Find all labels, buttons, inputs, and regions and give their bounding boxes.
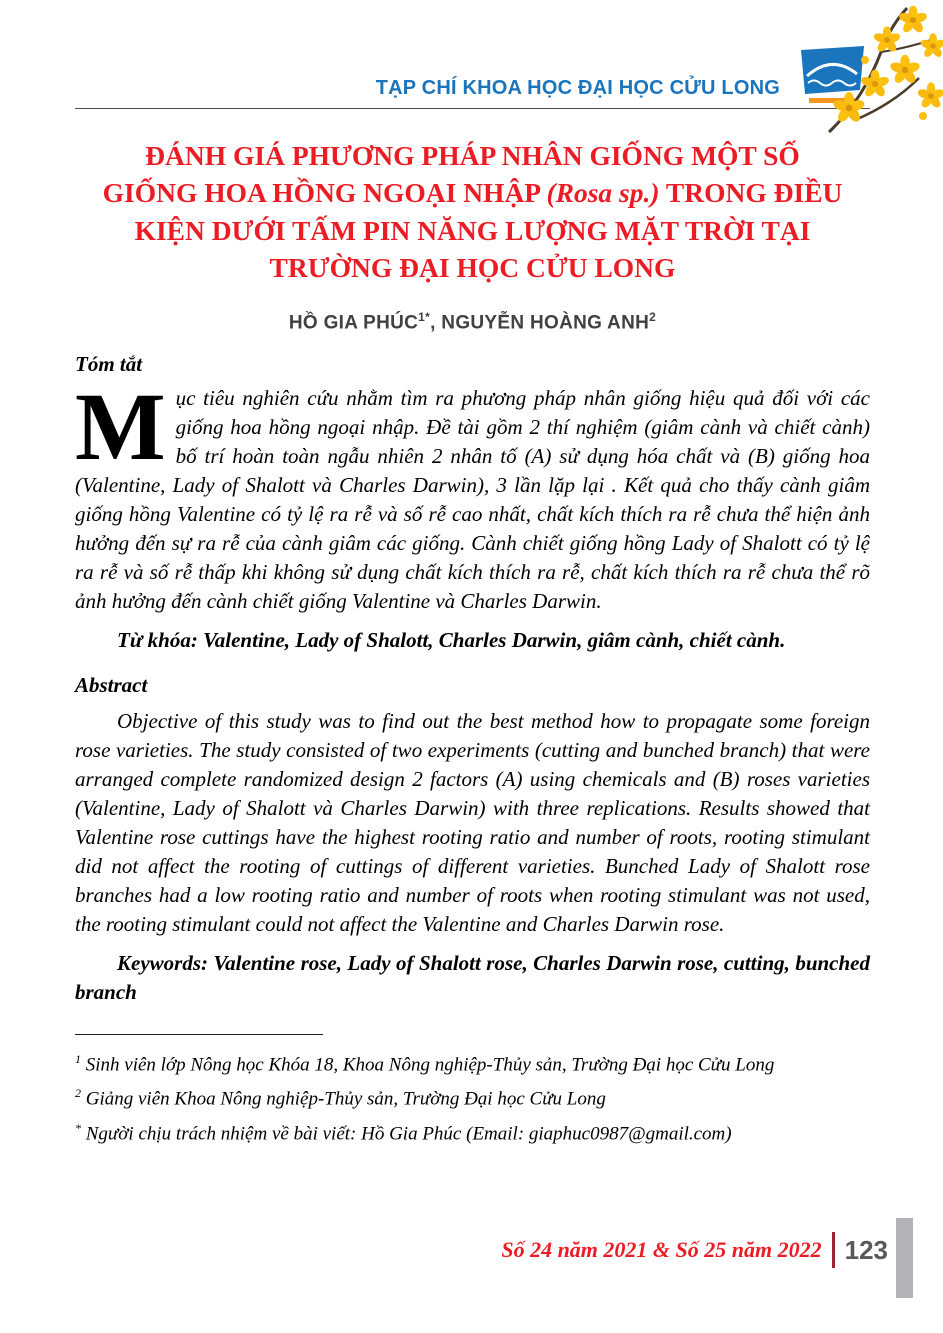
abstract-vi-text: ục tiêu nghiên cứu nhằm tìm ra phương pháp nhân giống hiệu quả đối với các giống hoa hồng ngoại nhập. Đề tài gồm 2 thí nghiệm (giâm cành và chiết cành) bố trí hoàn toàn ngẫu nhiên 2 nhân tố (A) sử dụng hóa chất và (B) giống hoa (Valentine, Lady of Shalott và Charles Darwin), 3 lần lặp lại . Kết quả cho thấy cành giâm giống hồng Valentine có tỷ lệ ra rễ và số rễ cao nhất, chất kích thích ra rễ chưa thể hiện ảnh hưởng đến sự ra rễ của cành giâm các giống. Cành chiết giống hồng Lady of Shalott có tỷ lệ ra rễ và số rễ thấp khi không sử dụng chất kích thích ra rễ, chất kích thích ra rễ chưa thể rõ ảnh hưởng đến cành chiết giống Valentine và Charles Darwin.	[75, 385, 870, 613]
footnote-corresponding-author	[75, 1114, 870, 1148]
footnote-text-1: Sinh viên lớp Nông học Khóa 18, Khoa Nông nghiệp-Thủy sản, Trường Đại học Cửu Long	[81, 1054, 775, 1076]
footnote-author-2	[75, 1079, 870, 1113]
keywords-en-text: Valentine rose, Lady of Shalott rose, Charles Darwin rose, cutting, bunched branch	[75, 950, 870, 1004]
footnote-marker-1: 1	[75, 1051, 81, 1066]
author-1-superscript: 1*	[418, 309, 431, 324]
footnote-marker-2: 2	[75, 1086, 81, 1101]
author-2-superscript: 2	[649, 309, 657, 324]
abstract-vi-heading: Tóm tắt	[75, 351, 143, 376]
keywords-vi	[75, 626, 870, 655]
article-title	[75, 137, 870, 287]
journal-header	[75, 46, 870, 106]
header-divider	[75, 108, 870, 109]
page-number: 123	[844, 1234, 888, 1265]
author-1: HỒ GIA PHÚC	[288, 311, 419, 333]
abstract-vi-paragraph	[75, 372, 870, 616]
title-part-1: ĐÁNH GIÁ PHƯƠNG PHÁP NHÂN GIỐNG MỘT SỐ GIỐNG HOA HỒNG NGOẠI NHẬP	[102, 140, 800, 209]
authors-line	[75, 310, 870, 334]
keywords-en	[75, 949, 870, 1007]
drop-cap: M	[75, 372, 166, 480]
author-2: NGUYỄN HOÀNG ANH	[441, 311, 650, 333]
journal-name: TẠP CHÍ KHOA HỌC ĐẠI HỌC CỬU LONG	[375, 77, 780, 99]
footnote-text-2: Giảng viên Khoa Nông nghiệp-Thủy sản, Trường Đại học Cửu Long	[81, 1088, 606, 1110]
abstract-en-paragraph: Objective of this study was to find out the best method how to propagate some foreign rose varieties. The study consisted of two experiments (cutting and bunched branch) that were arranged complete randomized design 2 factors (A) using chemicals and (B) roses varieties (Valentine, Lady of Shalott và Charles Darwin) with three replications. Results showed that Valentine rose cuttings have the highest rooting ratio and number of roots, rooting stimulant did not affect the rooting of cuttings of different varieties. Bunched Lady of Shalott rose branches had a low rooting ratio and number of roots when rooting stimulant was not used, the rooting stimulant could not affect the Valentine and Charles Darwin rose.	[75, 708, 870, 936]
keywords-vi-text: Valentine, Lady of Shalott, Charles Darwin, giâm cành, chiết cành.	[197, 627, 786, 652]
footnote-text-3: Người chịu trách nhiệm về bài viết: Hồ Gia Phúc (Email: giaphuc0987@gmail.com)	[81, 1122, 732, 1144]
keywords-en-label: Keywords:	[117, 950, 208, 975]
page-edge-strip	[896, 1218, 913, 1298]
keywords-vi-label: Từ khóa:	[117, 627, 198, 652]
footnotes	[75, 1045, 870, 1148]
abstract-en-heading: Abstract	[75, 672, 148, 697]
university-logo-icon	[794, 46, 870, 106]
title-species-italic: (Rosa sp.)	[546, 177, 660, 209]
title-part-2: TRONG ĐIỀU KIỆN DƯỚI TẤM PIN NĂNG LƯỢNG MẶT TRỜI TẠI TRƯỜNG ĐẠI HỌC CỬU LONG	[134, 177, 843, 284]
issue-label: Số 24 năm 2021 & Số 25 năm 2022	[501, 1237, 822, 1262]
footnote-divider	[75, 1034, 323, 1035]
footnote-marker-3: *	[75, 1120, 81, 1135]
page-footer	[501, 1232, 888, 1268]
author-separator: ,	[430, 311, 442, 333]
footer-divider-bar	[832, 1232, 835, 1268]
footnote-author-1	[75, 1045, 870, 1079]
